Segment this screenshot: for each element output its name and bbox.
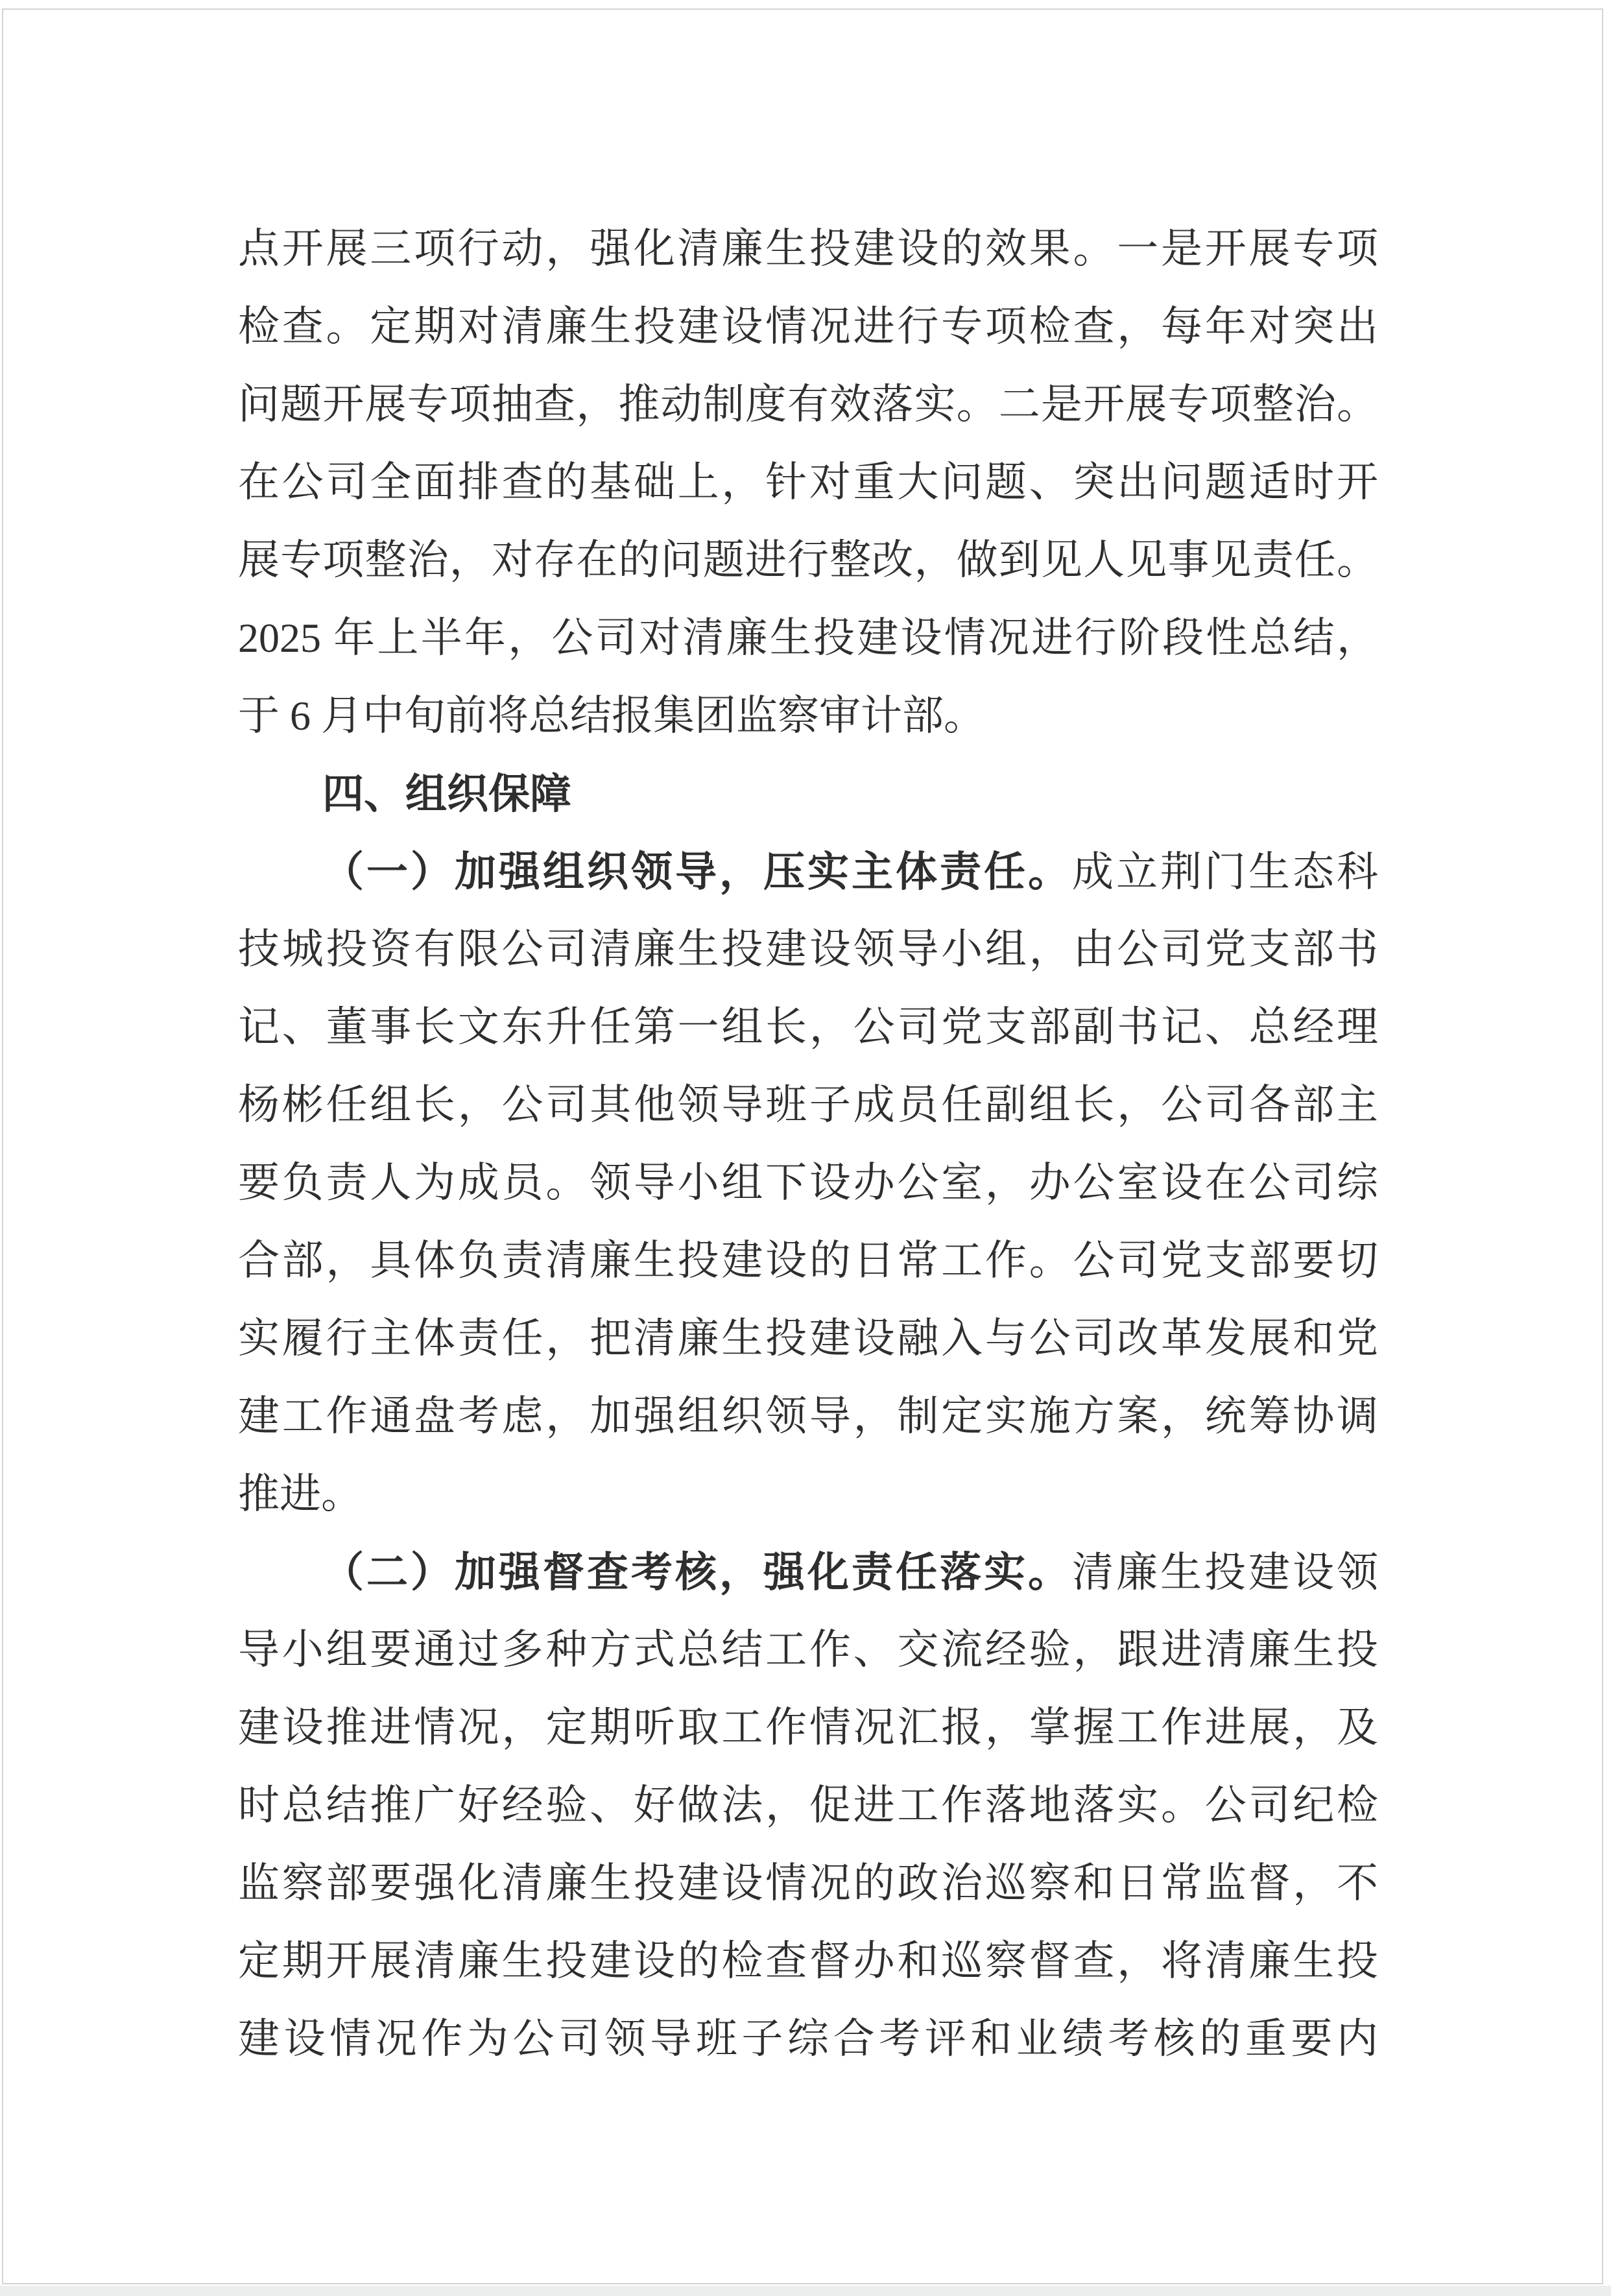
text-run: 点开展三项行动，强化清廉生投建设的效果。一是开展专项 (238, 226, 1378, 272)
text-run: 记、董事长文东升任第一组长，公司党支部副书记、总经理 (238, 1004, 1378, 1050)
text-run: 建工作通盘考虑，加强组织领导，制定实施方案，统筹协调 (238, 1393, 1378, 1439)
text-line-20 (238, 1689, 1378, 1767)
text-run: 实履行主体责任，把清廉生投建设融入与公司改革发展和党 (238, 1315, 1378, 1361)
text-line-10 (238, 911, 1378, 988)
text-line-5 (238, 521, 1378, 599)
text-line-16 (238, 1378, 1378, 1455)
text-run: 导小组要通过多种方式总结工作、交流经验，跟进清廉生投 (238, 1627, 1378, 1673)
text-line-18 (238, 1533, 1378, 1611)
text-run: 清廉生投建设领 (1072, 1549, 1378, 1596)
text-line-22 (238, 1845, 1378, 1922)
text-line-11 (238, 988, 1378, 1066)
text-run: 建设推进情况，定期听取工作情况汇报，掌握工作进展，及 (238, 1704, 1378, 1751)
text-line-19 (238, 1611, 1378, 1689)
text-line-3 (238, 366, 1378, 444)
text-run: 合部，具体负责清廉生投建设的日常工作。公司党支部要切 (238, 1238, 1378, 1284)
text-line-1 (238, 210, 1378, 288)
text-line-6 (238, 599, 1378, 677)
bold-run: 四、组织保障 (322, 771, 571, 817)
text-run: 展专项整治，对存在的问题进行整改，做到见人见事见责任。 (238, 537, 1378, 583)
text-run: 2025 年上半年，公司对清廉生投建设情况进行阶段性总结， (238, 615, 1378, 661)
document-body (238, 210, 1378, 2078)
text-run: 杨彬任组长，公司其他领导班子成员任副组长，公司各部主 (238, 1082, 1378, 1128)
text-run: 监察部要强化清廉生投建设情况的政治巡察和日常监督，不 (238, 1860, 1378, 1906)
text-line-14 (238, 1222, 1378, 1300)
text-run: 推进。 (238, 1471, 363, 1517)
document-page (2, 8, 1603, 2284)
text-run: 定期开展清廉生投建设的检查督办和巡察督查，将清廉生投 (238, 1938, 1378, 1984)
text-line-8 (238, 755, 1378, 833)
text-run: 技城投资有限公司清廉生投建设领导小组，由公司党支部书 (238, 926, 1378, 972)
text-line-23 (238, 1922, 1378, 2000)
text-line-2 (238, 288, 1378, 366)
text-line-4 (238, 444, 1378, 521)
page-gap-strip (0, 2286, 1611, 2296)
text-run: 要负责人为成员。领导小组下设办公室，办公室设在公司综 (238, 1160, 1378, 1206)
text-run: 在公司全面排查的基础上，针对重大问题、突出问题适时开 (238, 459, 1378, 505)
text-line-17 (238, 1455, 1378, 1533)
text-line-9 (238, 833, 1378, 911)
text-run: 检查。定期对清廉生投建设情况进行专项检查，每年对突出 (238, 304, 1378, 350)
text-line-21 (238, 1767, 1378, 1845)
text-line-7 (238, 677, 1378, 755)
bold-run: （二）加强督查考核，强化责任落实。 (322, 1549, 1072, 1596)
text-line-12 (238, 1066, 1378, 1144)
text-run: 问题开展专项抽查，推动制度有效落实。二是开展专项整治。 (238, 381, 1378, 427)
text-run: 成立荆门生态科 (1072, 849, 1378, 895)
text-run: 建设情况作为公司领导班子综合考评和业绩考核的重要内 (238, 2016, 1378, 2062)
text-run: 时总结推广好经验、好做法，促进工作落地落实。公司纪检 (238, 1782, 1378, 1828)
text-line-15 (238, 1300, 1378, 1378)
text-line-13 (238, 1144, 1378, 1222)
text-run: 于 6 月中旬前将总结报集团监察审计部。 (238, 693, 985, 739)
bold-run: （一）加强组织领导，压实主体责任。 (322, 848, 1072, 895)
text-line-24 (238, 2000, 1378, 2078)
